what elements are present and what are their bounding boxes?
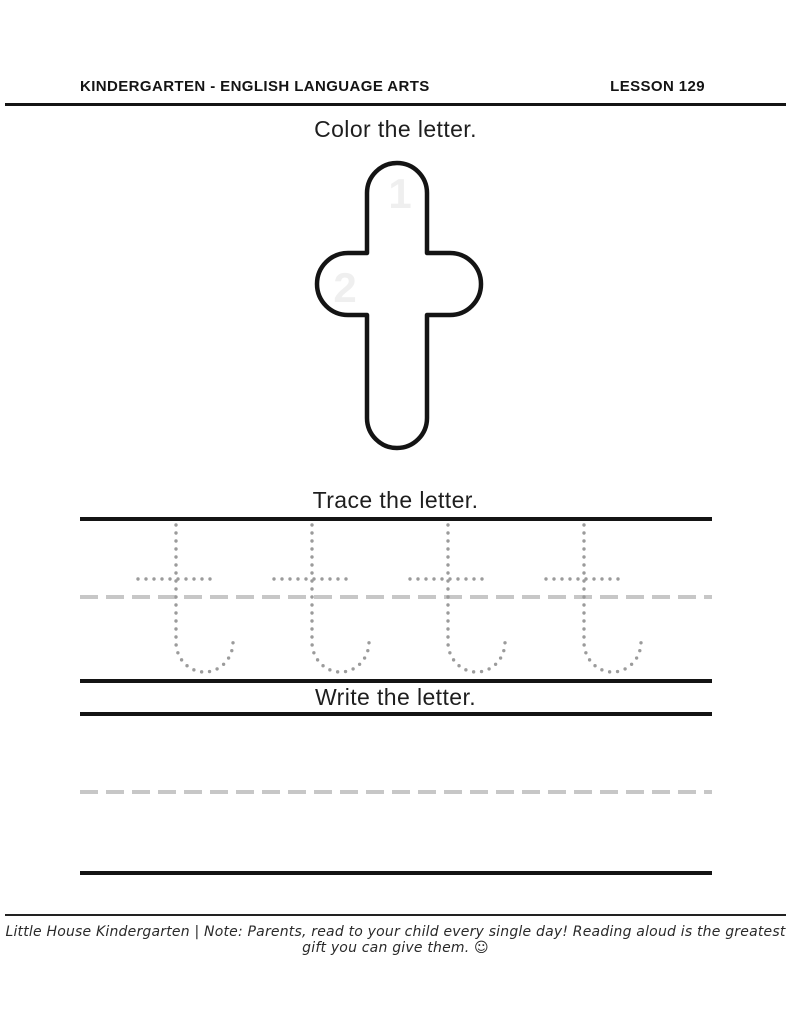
trace-instruction: Trace the letter. (312, 487, 479, 513)
trace-letter-t-1 (138, 525, 233, 672)
header-divider-line (5, 103, 786, 106)
footer-divider-line (5, 914, 786, 916)
color-instruction: Color the letter. (314, 116, 477, 142)
trace-letter-t-3 (410, 525, 505, 672)
stroke-order-number-2: 2 (333, 264, 357, 311)
write-area-midline (80, 790, 712, 794)
header-course-title: KINDERGARTEN - ENGLISH LANGUAGE ARTS (80, 78, 430, 95)
colorable-letter-t-outline (314, 160, 484, 454)
trace-letters-row (80, 517, 712, 683)
trace-letter-t-4 (546, 525, 641, 672)
trace-letter-stem-hook (312, 525, 369, 672)
header-lesson-number: LESSON 129 (610, 78, 705, 95)
trace-letter-stem-hook (448, 525, 505, 672)
write-area-top-line (80, 712, 712, 716)
trace-letter-stem-hook (584, 525, 641, 672)
write-area-bottom-line (80, 871, 712, 875)
stroke-order-number-1: 1 (388, 170, 412, 217)
trace-letter-t-2 (274, 525, 369, 672)
write-instruction: Write the letter. (314, 684, 477, 710)
trace-letter-stem-hook (176, 525, 233, 672)
footer-note: Little House Kindergarten | Note: Parents, read to your child every single day! Reading aloud is the greatest gift you can give them. ☺ (5, 924, 786, 956)
